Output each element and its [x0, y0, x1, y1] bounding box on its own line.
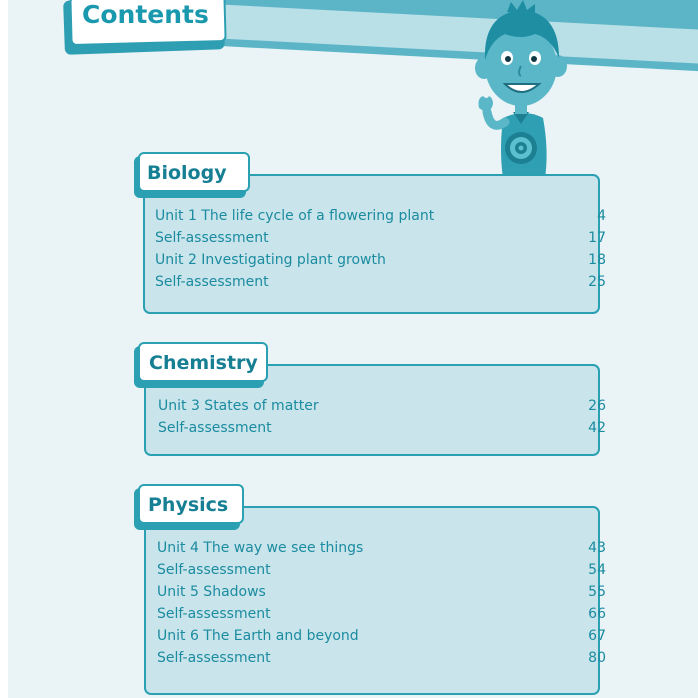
toc-row[interactable] [157, 584, 606, 606]
section-rows [155, 208, 606, 296]
contents-page [8, 0, 698, 698]
section-title: Chemistry [149, 352, 258, 374]
toc-page-number: 43 [588, 540, 606, 556]
toc-row[interactable] [155, 230, 606, 252]
section-title: Physics [148, 494, 229, 516]
section-title: Biology [147, 162, 227, 184]
toc-page-number: 66 [588, 606, 606, 622]
toc-page-number: 18 [588, 252, 606, 268]
toc-page-number: 17 [588, 230, 606, 246]
toc-row[interactable] [158, 420, 606, 442]
toc-entry-title: Self-assessment [157, 606, 271, 622]
toc-entry-title: Unit 2 Investigating plant growth [155, 252, 386, 268]
toc-row[interactable] [158, 398, 606, 420]
toc-row[interactable] [155, 274, 606, 296]
toc-row[interactable] [157, 540, 606, 562]
toc-entry-title: Unit 4 The way we see things [157, 540, 364, 556]
section-physics [134, 484, 606, 695]
toc-page-number: 26 [588, 398, 606, 414]
section-rows [158, 398, 606, 442]
toc-row[interactable] [155, 208, 606, 230]
section-label-tab [134, 342, 270, 388]
toc-entry-title: Unit 1 The life cycle of a flowering plant [155, 208, 435, 224]
section-chemistry [134, 342, 606, 456]
toc-row[interactable] [155, 252, 606, 274]
toc-page-number: 55 [588, 584, 606, 600]
toc-page-number: 80 [588, 650, 606, 666]
toc-entry-title: Self-assessment [155, 230, 269, 246]
toc-row[interactable] [157, 650, 606, 672]
toc-entry-title: Self-assessment [158, 420, 272, 436]
toc-row[interactable] [157, 628, 606, 650]
section-biology [134, 152, 606, 314]
toc-entry-title: Self-assessment [155, 274, 269, 290]
toc-page-number: 54 [588, 562, 606, 578]
toc-page-number: 25 [588, 274, 606, 290]
toc-entry-title: Unit 6 The Earth and beyond [157, 628, 359, 644]
page-title: Contents [82, 0, 209, 29]
section-label-tab [134, 152, 252, 198]
title-tab [64, 0, 232, 58]
section-label-tab [134, 484, 246, 530]
toc-page-number: 4 [597, 208, 606, 224]
toc-entry-title: Unit 5 Shadows [157, 584, 266, 600]
toc-row[interactable] [157, 562, 606, 584]
toc-entry-title: Unit 3 States of matter [158, 398, 319, 414]
section-rows [157, 540, 606, 672]
toc-row[interactable] [157, 606, 606, 628]
toc-page-number: 67 [588, 628, 606, 644]
toc-entry-title: Self-assessment [157, 650, 271, 666]
toc-page-number: 42 [588, 420, 606, 436]
toc-entry-title: Self-assessment [157, 562, 271, 578]
